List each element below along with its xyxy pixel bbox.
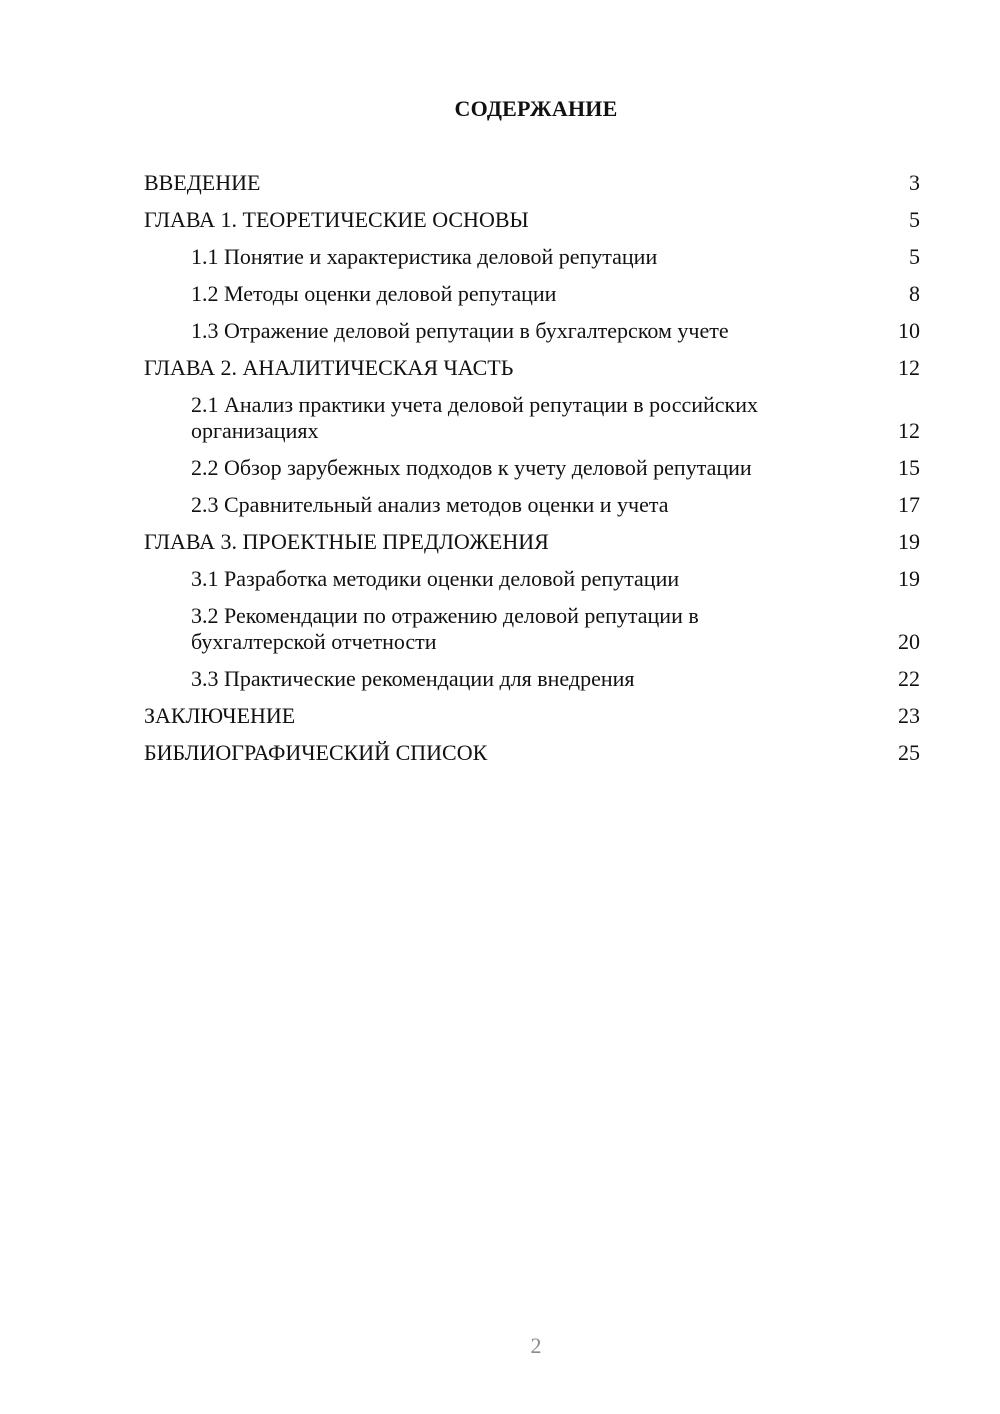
toc-entry-text: 2.3 Сравнительный анализ методов оценки и учета bbox=[191, 492, 669, 517]
toc-entry-page: 20 bbox=[898, 629, 920, 654]
toc-entry-page: 10 bbox=[898, 318, 920, 343]
toc-entry-text: ЗАКЛЮЧЕНИЕ bbox=[144, 703, 296, 728]
toc-entry-chapter-1[interactable] bbox=[144, 207, 920, 233]
toc-entry-text: ВВЕДЕНИЕ bbox=[144, 170, 261, 195]
toc-entry-conclusion[interactable] bbox=[144, 703, 920, 729]
toc-entry-page: 5 bbox=[909, 207, 920, 232]
toc-entry-page: 19 bbox=[898, 529, 920, 554]
toc-entry-page: 12 bbox=[898, 418, 920, 443]
toc-entry-chapter-3[interactable] bbox=[144, 529, 920, 555]
page-title: СОДЕРЖАНИЕ bbox=[454, 96, 618, 121]
toc-entry-page: 5 bbox=[909, 244, 920, 269]
table-of-contents bbox=[144, 170, 920, 777]
toc-entry-text: 3.3 Практические рекомендации для внедрения bbox=[191, 666, 635, 691]
toc-entry-text: 1.2 Методы оценки деловой репутации bbox=[191, 281, 557, 306]
toc-entry-text: 3.1 Разработка методики оценки деловой репутации bbox=[191, 566, 680, 591]
toc-entry-section-1-3[interactable] bbox=[144, 318, 920, 344]
toc-entry-page: 12 bbox=[898, 355, 920, 380]
toc-entry-section-3-3[interactable] bbox=[144, 666, 920, 692]
toc-entry-text: 1.1 Понятие и характеристика деловой репутации bbox=[191, 244, 658, 269]
toc-entry-page: 8 bbox=[909, 281, 920, 306]
toc-entry-page: 3 bbox=[909, 170, 920, 195]
toc-entry-page: 22 bbox=[898, 666, 920, 691]
toc-entry-text: 2.2 Обзор зарубежных подходов к учету деловой репутации bbox=[191, 455, 752, 480]
toc-entry-page: 17 bbox=[898, 492, 920, 517]
page-number: 2 bbox=[530, 1333, 542, 1358]
toc-entry-page: 25 bbox=[898, 740, 920, 765]
toc-entry-section-2-1[interactable] bbox=[144, 392, 920, 444]
toc-entry-text: БИБЛИОГРАФИЧЕСКИЙ СПИСОК bbox=[144, 740, 488, 765]
toc-entry-text: 1.3 Отражение деловой репутации в бухгалтерском учете bbox=[191, 318, 729, 343]
toc-entry-section-2-2[interactable] bbox=[144, 455, 920, 481]
toc-entry-section-2-3[interactable] bbox=[144, 492, 920, 518]
toc-entry-text: ГЛАВА 1. ТЕОРЕТИЧЕСКИЕ ОСНОВЫ bbox=[144, 207, 529, 232]
toc-entry-page: 23 bbox=[898, 703, 920, 728]
toc-entry-introduction[interactable] bbox=[144, 170, 920, 196]
toc-entry-section-1-1[interactable] bbox=[144, 244, 920, 270]
toc-entry-section-1-2[interactable] bbox=[144, 281, 920, 307]
toc-entry-page: 15 bbox=[898, 455, 920, 480]
toc-entry-text: 3.2 Рекомендации по отражению деловой репутации в бухгалтерской отчетности bbox=[191, 603, 699, 654]
toc-entry-chapter-2[interactable] bbox=[144, 355, 920, 381]
toc-entry-page: 19 bbox=[898, 566, 920, 591]
toc-entry-text: ГЛАВА 2. АНАЛИТИЧЕСКАЯ ЧАСТЬ bbox=[144, 355, 514, 380]
toc-entry-section-3-1[interactable] bbox=[144, 566, 920, 592]
toc-entry-bibliography[interactable] bbox=[144, 740, 920, 766]
toc-entry-text: 2.1 Анализ практики учета деловой репутации в российских организациях bbox=[191, 392, 759, 443]
toc-entry-text: ГЛАВА 3. ПРОЕКТНЫЕ ПРЕДЛОЖЕНИЯ bbox=[144, 529, 549, 554]
toc-entry-section-3-2[interactable] bbox=[144, 603, 920, 655]
